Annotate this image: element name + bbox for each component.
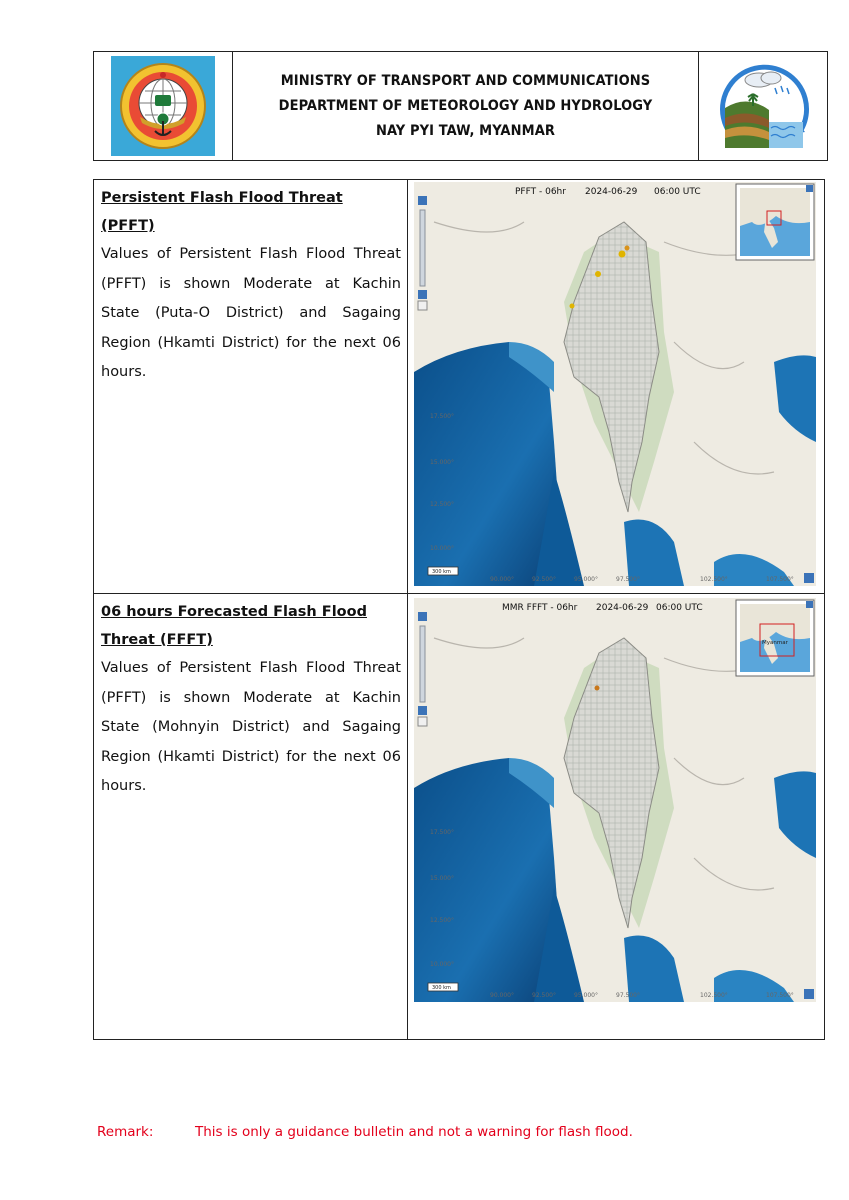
ffft-map-date: 2024-06-29 — [596, 603, 649, 613]
ffft-lon-tick: 97.500° — [616, 992, 640, 999]
pfft-map-time: 06:00 UTC — [654, 187, 701, 197]
ffft-map-label: MMR FFFT - 06hr — [502, 603, 578, 613]
ffft-lat-tick: 12.500° — [430, 917, 454, 924]
pfft-lon-tick: 97.500° — [616, 576, 640, 583]
pfft-map-label: PFFT - 06hr — [515, 187, 566, 197]
pfft-lon-tick: 92.500° — [532, 576, 556, 583]
ffft-map[interactable] — [414, 598, 816, 1002]
pfft-lat-tick: 10.000° — [430, 545, 454, 552]
ffft-title: 06 hours Forecasted Flash Flood Threat (FFFT) — [101, 604, 367, 648]
ffft-lon-tick: 92.500° — [532, 992, 556, 999]
ffft-lat-tick: 10.000° — [430, 961, 454, 968]
ffft-description: Values of Persistent Flash Flood Threat (PFFT) is shown Moderate at Kachin State (Mohnyin District) and Sagaing Region (Hkamti District) for the next 06 hours. — [101, 660, 401, 794]
ffft-scale-bar: 300 km — [432, 985, 451, 991]
header-title-cell — [233, 52, 699, 160]
pfft-lon-tick: 102.500° — [700, 576, 728, 583]
ministry-logo — [111, 56, 215, 156]
pfft-lat-tick: 15.000° — [430, 459, 454, 466]
ffft-lon-tick: 95.000° — [574, 992, 598, 999]
remark — [97, 1124, 797, 1140]
bulletin-header — [93, 51, 828, 161]
ffft-text-cell — [94, 594, 408, 1039]
pfft-text-cell — [94, 180, 408, 593]
ministry-logo-cell — [94, 52, 233, 160]
pfft-lon-tick: 95.000° — [574, 576, 598, 583]
pfft-map[interactable] — [414, 182, 816, 586]
ffft-lat-tick: 17.500° — [430, 829, 454, 836]
ffft-map-time: 06:00 UTC — [656, 603, 703, 613]
pfft-map-graphic[interactable] — [414, 182, 816, 586]
department-logo-cell — [699, 52, 827, 160]
ffft-row — [94, 594, 824, 1039]
ffft-lon-tick: 102.500° — [700, 992, 728, 999]
ministry-name: MINISTRY OF TRANSPORT AND COMMUNICATIONS — [280, 72, 651, 89]
ffft-info-icon[interactable] — [804, 989, 814, 999]
pfft-lat-tick: 17.500° — [430, 413, 454, 420]
pfft-lon-tick: 90.000° — [490, 576, 514, 583]
pfft-info-icon[interactable] — [804, 573, 814, 583]
department-name: DEPARTMENT OF METEOROLOGY AND HYDROLOGY — [278, 97, 653, 114]
remark-text: This is only a guidance bulletin and not a warning for flash flood. — [195, 1124, 633, 1140]
remark-label: Remark: — [97, 1124, 154, 1140]
ffft-lon-tick: 90.000° — [490, 992, 514, 999]
ministry-emblem-icon — [118, 61, 208, 151]
bulletin-table — [93, 179, 825, 1040]
ffft-inset-label: Myanmar — [762, 640, 788, 646]
pfft-row — [94, 180, 824, 594]
ffft-map-graphic[interactable] — [414, 598, 816, 1002]
pfft-lat-tick: 12.500° — [430, 501, 454, 508]
ffft-lat-tick: 15.000° — [430, 875, 454, 882]
location-name: NAY PYI TAW, MYANMAR — [375, 122, 556, 139]
hydrology-cycle-logo-icon — [711, 56, 815, 156]
ffft-lon-tick: 107.500° — [766, 992, 794, 999]
pfft-scale-bar: 300 km — [432, 569, 451, 575]
ffft-inset-map[interactable] — [736, 600, 814, 676]
pfft-description: Values of Persistent Flash Flood Threat (PFFT) is shown Moderate at Kachin State (Puta-O District) and Sagaing Region (Hkamti District) for the next 06 hours. — [101, 246, 401, 380]
pfft-title: Persistent Flash Flood Threat (PFFT) — [101, 190, 343, 234]
pfft-inset-map[interactable] — [736, 184, 814, 260]
pfft-map-date: 2024-06-29 — [585, 187, 638, 197]
pfft-lon-tick: 107.500° — [766, 576, 794, 583]
